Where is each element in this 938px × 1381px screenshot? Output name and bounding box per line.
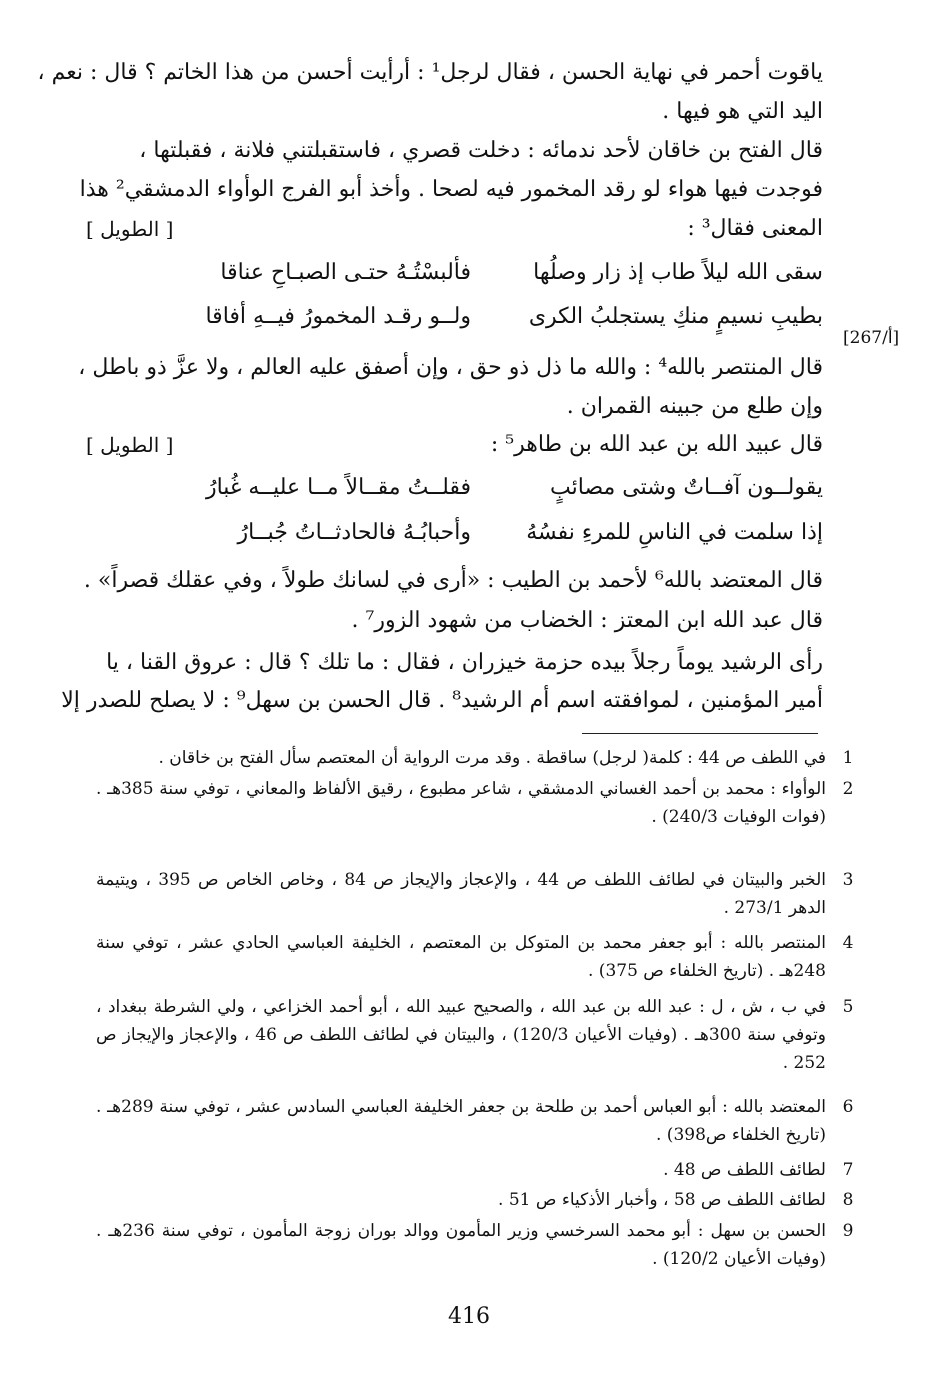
footnote-number: 4 [842, 933, 854, 953]
footnote-number: 6 [842, 1097, 854, 1117]
footnote-number: 2 [842, 779, 854, 799]
footnote-text: لطائف اللطف ص 58 ، وأخبار الأذكياء ص 51 . [498, 1190, 826, 1210]
footnote [96, 744, 854, 772]
footnote [96, 1156, 854, 1184]
verse-hemistich-second: وأحبابُـهُ فالحادثــاتُ جُبــارُ [237, 520, 471, 545]
footnote [96, 775, 854, 831]
verse-line [111, 471, 823, 505]
verse-hemistich-first: يقولــون آفــاتٌ وشتى مصائبٍ [550, 475, 823, 500]
text-line: أمير المؤمنين ، لموافقته اسم أم الرشيد⁸ . قال الحسن بن سهل⁹ : لا يصلح للصدر إلا [61, 688, 823, 713]
footnote-text: الوأواء : محمد بن أحمد الغساني الدمشقي ، شاعر مطبوع ، رقيق الألفاظ والمعاني ، توفي سنة 385هـ . (فوات الوفيات 240/3) . [96, 779, 826, 827]
footnote [96, 993, 854, 1077]
footnote-text: المنتصر بالله : أبو جعفر محمد بن المتوكل بن المعتصم ، الخليفة العباسي الحادي عشر ، توفي سنة 248هـ . (تاريخ الخلفاء ص 375) . [96, 933, 826, 981]
text-line: قال المعتضد بالله⁶ لأحمد بن الطيب : «أرى في لسانك طولاً ، وفي عقلك قصراً» . [83, 568, 823, 593]
verse-line [111, 256, 823, 290]
footnote-number: 5 [842, 997, 854, 1017]
footnote-text: لطائف اللطف ص 48 . [663, 1160, 826, 1180]
verse-hemistich-first: إذا سلمت في الناسِ للمرءِ نفسُهُ [526, 520, 823, 545]
footnote-text: الخبر والبيتان في لطائف اللطف ص 44 ، والإعجاز والإيجاز ص 84 ، وخاص الخاص ص 395 ، ويتيمة الدهر 273/1 . [96, 870, 827, 918]
verse-line [111, 516, 823, 550]
text-line: اليد التي هو فيها . [662, 99, 823, 124]
footnote-text: الحسن بن سهل : أبو محمد السرخسي وزير المأمون ووالد بوران زوجة المأمون ، توفي سنة 236هـ . (وفيات الأعيان 120/2) . [96, 1221, 826, 1269]
verse-hemistich-second: ولــو رقـد المخمورُ فيــهِ أفاقا [205, 304, 471, 329]
footnote-text: في اللطف ص 44 : كلمة( لرجل) ساقطة . وقد مرت الرواية أن المعتصم سأل الفتح بن خاقان . [158, 748, 826, 768]
verse-hemistich-second: فألبسْتُـهُ حتـى الصبـاحِ عناقا [220, 260, 471, 285]
verse-hemistich-first: سقى الله ليلاً طاب إذ زار وصلُها [533, 260, 823, 285]
footnote-number: 1 [842, 748, 854, 768]
text-line: فوجدت فيها هواء لو رقد المخمور فيه لصحا . وأخذ أبو الفرج الوأواء الدمشقي² هذا [79, 177, 823, 202]
footnote [96, 1093, 854, 1149]
footnote-number: 7 [842, 1160, 854, 1180]
text-line: قال المنتصر بالله⁴ : والله ما ذل ذو حق ، وإن أصفق عليه العالم ، ولا عزَّ ذو باطل ، [78, 355, 823, 380]
footnote [96, 929, 854, 985]
footnote-number: 3 [842, 870, 854, 890]
page-number: 416 [448, 1304, 490, 1329]
meter-label: [ الطويل ] [86, 217, 174, 241]
meter-label: [ الطويل ] [86, 433, 174, 457]
text-line: قال عبيد الله بن عبد الله بن طاهر⁵ : [490, 432, 823, 457]
verse-hemistich-first: بطيبِ نسيمٍ منكِ يستجلبُ الكرى [528, 304, 823, 329]
footnote-number: 8 [842, 1190, 854, 1210]
text-line: المعنى فقال³ : [687, 216, 823, 241]
text-line: وإن طلع من جبينه القمران . [566, 394, 823, 419]
text-line: ياقوت أحمر في نهاية الحسن ، فقال لرجل¹ : أرأيت أحسن من هذا الخاتم ؟ قال : نعم ، [37, 60, 823, 85]
verse-line [111, 300, 823, 334]
footnote [96, 866, 854, 922]
text-line: رأى الرشيد يوماً رجلاً بيده حزمة خيزران ، فقال : ما تلك ؟ قال : عروق القنا ، يا [106, 650, 823, 675]
verse-hemistich-second: فقلــتُ مقــالاً مــا عليــه غُبارُ [205, 475, 471, 500]
footnote-separator [582, 733, 818, 734]
footnote [96, 1186, 854, 1214]
footnote-text: المعتضد بالله : أبو العباس أحمد بن طلحة بن جعفر الخليفة العباسي السادس عشر ، توفي سنة 289هـ . (تاريخ الخلفاء ص398) . [96, 1097, 826, 1145]
text-line: قال عبد الله ابن المعتز : الخضاب من شهود الزور⁷ . [351, 608, 823, 633]
footnote-number: 9 [842, 1221, 854, 1241]
text-line: قال الفتح بن خاقان لأحد ندمائه : دخلت قصري ، فاستقبلتني فلانة ، فقبلتها ، [139, 138, 823, 163]
margin-folio-reference: [أ/267] [843, 328, 900, 348]
footnote-text: في ب ، ش ، ل : عبد الله بن عبد الله ، والصحيح عبيد الله ، أبو أحمد الخزاعي ، ولي الشرطة ببغداد ، وتوفي سنة 300هـ . (وفيات الأعيان 120/3) ، والبيتان في لطائف اللطف ص 46 ، والإعجاز والإيجاز ص 252 . [96, 997, 826, 1073]
footnote [96, 1217, 854, 1273]
